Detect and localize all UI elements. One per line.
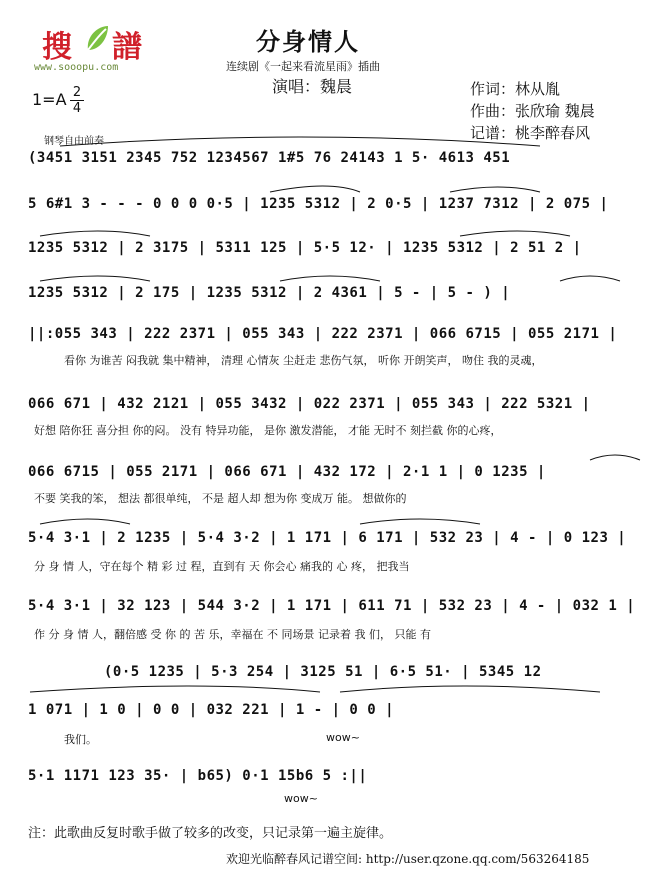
time-signature-bottom: 4 <box>72 101 82 116</box>
lyric-line-11: 我们。 <box>64 733 97 746</box>
lyricist-credit: 作词：林从胤 <box>470 80 561 98</box>
time-signature <box>70 86 84 115</box>
intro-label: 钢琴自由前奏 <box>44 136 104 147</box>
site-logo <box>40 22 150 64</box>
score-line-4: 1235 5312 | 2 175 | 1235 5312 | 2 4361 | 5 - | 5 - ) | <box>28 285 511 301</box>
score-line-11: 1 071 | 1 0 | 0 0 | 032 221 | 1 - | 0 0 | <box>28 702 395 718</box>
song-title: 分身情人 <box>256 27 360 56</box>
score-line-8: 5·4 3·1 | 2 1235 | 5·4 3·2 | 1 171 | 6 171 | 532 23 | 4 - | 0 123 | <box>28 530 627 546</box>
score-line-10: (0·5 1235 | 5·3 254 | 3125 51 | 6·5 51· | 5345 12 <box>104 664 542 680</box>
footer-link[interactable]: 欢迎光临醉春风记谱空间: http://user.qzone.qq.com/563264185 <box>226 852 590 866</box>
wow-lyric-2: wow~ <box>284 792 318 805</box>
key-signature: 1=A <box>32 90 67 109</box>
lyric-line-7: 不要 笑我的笨， 想法 都很单纯， 不是 超人却 想为你 变成万 能。 想做你的 <box>34 492 407 505</box>
lyric-line-8: 分 身 情 人，守在每个 精 彩 过 程，直到有 天 你会心 痛我的 心 疼， 把我当 <box>34 560 410 573</box>
score-line-1: (3451 3151 2345 752 1234567 1#5 76 24143 1 5· 4613 451 <box>28 150 511 166</box>
score-line-6: 066 671 | 432 2121 | 055 3432 | 022 2371 | 055 343 | 222 5321 | <box>28 396 591 412</box>
logo-url[interactable]: www.sooopu.com <box>34 62 119 73</box>
score-line-5: ||:055 343 | 222 2371 | 055 343 | 222 2371 | 066 6715 | 055 2171 | <box>28 326 618 342</box>
composer-credit: 作曲：张欣瑜 魏晨 <box>470 102 595 120</box>
lyric-line-5: 看你 为谁苦 闷我就 集中精神， 清理 心情灰 尘赶走 悲伤气氛， 听你 开朗笑声， 吻住 我的灵魂， <box>64 354 543 367</box>
logo-char-left: 搜 <box>42 30 72 65</box>
lyric-line-6: 好想 陪你狂 喜分担 你的闷。 没有 特异功能， 是你 激发潜能， 才能 无时不 刻拦截 你的心疼， <box>34 424 502 437</box>
score-line-7: 066 6715 | 055 2171 | 066 671 | 432 172 | 2·1 1 | 0 1235 | <box>28 464 546 480</box>
score-line-2: 5 6#1 3 - - - 0 0 0 0·5 | 1235 5312 | 2 0·5 | 1237 7312 | 2 075 | <box>28 196 609 212</box>
score-line-12: 5·1 1171 123 35· | b65) 0·1 15b6 5 :|| <box>28 768 368 784</box>
singer-credit: 演唱：魏晨 <box>272 77 353 96</box>
transcriber-credit: 记谱：桃李醉春风 <box>470 124 591 142</box>
leaf-icon <box>84 24 110 54</box>
lyric-line-9: 作 分 身 情 人，翻倍感 受 你 的 苦 乐，幸福在 不 同场景 记录着 我 们， 只能 有 <box>34 628 431 641</box>
footnote: 注：此歌曲反复时歌手做了较多的改变，只记录第一遍主旋律。 <box>28 826 393 841</box>
logo-char-right: 譜 <box>112 30 142 65</box>
song-subtitle: 连续剧《一起来看流星雨》插曲 <box>226 60 380 73</box>
time-signature-top: 2 <box>72 85 82 100</box>
score-line-3: 1235 5312 | 2 3175 | 5311 125 | 5·5 12· | 1235 5312 | 2 51 2 | <box>28 240 582 256</box>
score-line-9: 5·4 3·1 | 32 123 | 544 3·2 | 1 171 | 611 71 | 532 23 | 4 - | 032 1 | <box>28 598 636 614</box>
wow-lyric-1: wow~ <box>326 731 360 744</box>
